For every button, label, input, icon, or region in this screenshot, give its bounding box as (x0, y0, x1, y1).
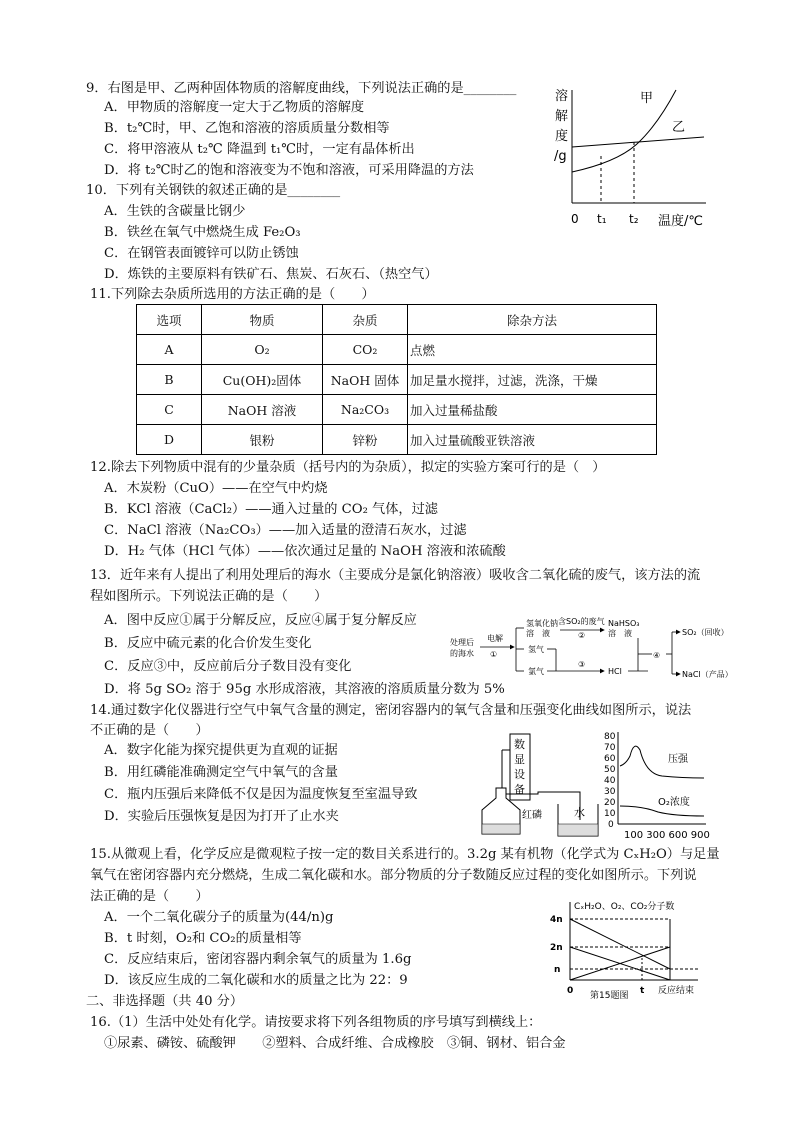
end-label: 反应结束 (658, 986, 695, 996)
flask-water (482, 824, 520, 834)
table-row (137, 425, 657, 455)
table-cell: D (137, 425, 202, 455)
pressure-curve (620, 746, 704, 778)
table-cell: NaOH 溶液 (202, 395, 323, 425)
header-cell: 除杂方法 (408, 305, 657, 335)
header-cell: 物质 (202, 305, 323, 335)
q15-option-a: A．一个二氧化碳分子的质量为(44/n)g (104, 910, 334, 925)
ytick-4n: 4n (550, 915, 563, 925)
table-row (137, 395, 657, 425)
device-label-1: 数 (514, 738, 525, 751)
o2-line (570, 919, 670, 969)
nahso3-line2: 溶 液 (608, 629, 632, 638)
q10-option-d: D．炼铁的主要原料有铁矿石、焦炭、石灰石、（热空气） (104, 267, 438, 282)
curve-yi (572, 137, 704, 147)
q14-stem-line1: 14.通过数字化仪器进行空气中氧气含量的测定，密闭容器内的氧气含量和压强变化曲线如图所示，说法 (90, 703, 692, 718)
t-label: t (640, 986, 645, 996)
naoh-line1: 氢氧化钠 (526, 619, 558, 628)
origin-label: 0 (571, 212, 579, 226)
table-header-row (137, 305, 657, 335)
table-cell: 加足量水搅拌，过滤，洗涤，干燥 (408, 365, 657, 395)
q9-solubility-figure (548, 80, 718, 232)
table-cell: 银粉 (202, 425, 323, 455)
q11-stem: 11.下列除去杂质所选用的方法正确的是（ ） (90, 287, 375, 302)
ytick-60: 60 (604, 754, 616, 764)
step4-label: ④ (653, 651, 661, 660)
q14-option-b: B．用红磷能准确测定空气中氧气的含量 (104, 765, 338, 780)
t2-label: t₂ (629, 212, 639, 226)
q14-option-c: C．瓶内压强后来降低不仅是因为温度恢复至室温导致 (104, 787, 418, 802)
q14-stem-line2: 不正确的是（ ） (90, 723, 209, 738)
q13-option-c: C．反应③中，反应前后分子数目没有变化 (104, 659, 352, 674)
q9-option-d: D．将 t₂℃时乙的饱和溶液变为不饱和溶液，可采用降温的方法 (104, 163, 474, 178)
q14-option-a: A．数字化能为探究提供更为直观的证据 (104, 743, 338, 758)
q12-option-d: D．H₂ 气体（HCl 气体）——依次通过足量的 NaOH 溶液和浓硫酸 (104, 544, 506, 559)
o2-label: O₂浓度 (658, 797, 690, 808)
q15-stem-line1: 15.从微观上看，化学反应是微观粒子按一定的数目关系进行的。3.2g 某有机物（化学式为 CₓH₂O）与足量 (90, 847, 720, 862)
step3-label: ③ (578, 660, 586, 669)
table-cell: Na₂CO₃ (323, 395, 408, 425)
q14-curve-figure (602, 730, 710, 842)
so2-out-label: SO₂（回收） (682, 628, 729, 637)
q9-option-a: A．甲物质的溶解度一定大于乙物质的溶解度 (104, 100, 365, 115)
q13-option-a: A．图中反应①属于分解反应，反应④属于复分解反应 (104, 613, 417, 628)
header-cell: 杂质 (323, 305, 408, 335)
h2-label: 氢气 (528, 645, 544, 654)
q14-option-d: D．实验后压强恢复是因为打开了止水夹 (104, 809, 339, 824)
ytick-10: 10 (604, 809, 616, 819)
ylabel-4: /g (554, 149, 567, 164)
ytick-2n: 2n (550, 943, 563, 953)
q12-option-b: B．KCl 溶液（CaCl₂）——通入过量的 CO₂ 气体，过滤 (104, 502, 438, 517)
q16-stem: 16.（1）生活中处处有化学。请按要求将下列各组物质的序号填写到横线上： (90, 1015, 542, 1030)
table-cell: NaOH 固体 (323, 365, 408, 395)
q13-option-d: D．将 5g SO₂ 溶于 95g 水形成溶液，其溶液的溶质质量分数为 5% (104, 682, 505, 697)
water-label: 水 (574, 806, 585, 819)
pressure-label: 压强 (668, 754, 688, 765)
t1-label: t₁ (597, 212, 607, 226)
q15-stem-line3: 法正确的是（ ） (90, 889, 209, 904)
xlabel: 温度/℃ (658, 214, 703, 229)
q13-stem-line1: 13．近年来有人提出了利用处理后的海水（主要成分是氯化钠溶液）吸收含二氧化硫的废气，该方法的流 (90, 568, 701, 583)
table-row (137, 365, 657, 395)
q13-option-b: B．反应中硫元素的化合价发生变化 (104, 636, 312, 651)
origin-label: 0 (567, 986, 574, 996)
ytick-n: n (554, 965, 561, 975)
label-yi: 乙 (672, 120, 686, 135)
q15-molecule-figure (548, 898, 718, 1000)
table-cell: 点燃 (408, 335, 657, 365)
device-label-4: 备 (514, 783, 525, 796)
step2-label: ② (578, 631, 586, 640)
q9-option-c: C．将甲溶液从 t₂℃ 降温到 t₁℃时，一定有晶体析出 (104, 142, 415, 157)
ytick-0: 0 (608, 820, 614, 830)
q10-stem: 10．下列有关钢铁的叙述正确的是________ (86, 183, 341, 198)
phosphorus-label: 红磷 (522, 810, 542, 821)
source-line1: 处理后 (450, 638, 474, 647)
nahso3-line1: NaHSO₃ (608, 619, 640, 628)
q12-option-c: C．NaCl 溶液（Na₂CO₃）——加入适量的澄清石灰水，过滤 (104, 523, 467, 538)
header-cell: 选项 (137, 305, 202, 335)
label-jia: 甲 (640, 91, 654, 106)
ylabel-3: 度 (555, 129, 569, 144)
q15-stem-line2: 氧气在密闭容器内充分燃烧，生成二氧化碳和水。部分物质的分子数随反应过程的变化如图所示。下列说 (90, 868, 697, 883)
curve-jia (572, 90, 676, 172)
xtick-labels: 100 300 600 900 (624, 830, 710, 841)
nacl-out-label: NaCl（产品） (682, 670, 733, 679)
table-cell: B (137, 365, 202, 395)
table-row (137, 335, 657, 365)
q15-option-c: C．反应结束后，密闭容器内剩余氧气的质量为 1.6g (104, 952, 412, 967)
beaker-water (558, 824, 598, 836)
q13-stem-line2: 程如图所示。下列说法正确的是（ ） (90, 589, 328, 604)
q12-stem: 12.除去下列物质中混有的少量杂质（括号内的为杂质），拟定的实验方案可行的是（ ） (90, 460, 606, 475)
q9-stem: 9．右图是甲、乙两种固体物质的溶解度曲线，下列说法正确的是________ (86, 81, 517, 96)
ytick-40: 40 (604, 776, 616, 786)
ytick-80: 80 (604, 732, 616, 742)
q16-groups: ①尿素、磷铵、硫酸钾 ②塑料、合成纤维、合成橡胶 ③铜、钢材、铝合金 (104, 1036, 566, 1051)
table-cell: C (137, 395, 202, 425)
table-cell: O₂ (202, 335, 323, 365)
ylabel-1: 溶 (555, 89, 569, 104)
table-cell: A (137, 335, 202, 365)
q9-option-b: B．t₂℃时，甲、乙饱和溶液的溶质质量分数相等 (104, 121, 390, 136)
q13-flow-diagram (448, 616, 733, 680)
q10-option-c: C．在钢管表面镀锌可以防止锈蚀 (104, 246, 299, 261)
table-cell: 加入过量稀盐酸 (408, 395, 657, 425)
q15-option-b: B．t 时刻，O₂和 CO₂的质量相等 (104, 931, 302, 946)
table-cell: 锌粉 (323, 425, 408, 455)
ytick-50: 50 (604, 765, 616, 775)
device-label-2: 显 (514, 753, 525, 766)
source-line2: 的海水 (450, 649, 474, 658)
q15-option-d: D．该反应生成的二氧化碳和水的质量之比为 22：9 (104, 973, 408, 988)
step1-label: ① (490, 650, 498, 659)
table-cell: CO₂ (323, 335, 408, 365)
q10-option-b: B．铁丝在氧气中燃烧生成 Fe₂O₃ (104, 225, 301, 240)
table-cell: Cu(OH)₂固体 (202, 365, 323, 395)
ytick-20: 20 (604, 798, 616, 808)
naoh-line2: 溶 液 (526, 629, 550, 638)
electrolysis-label: 电解 (487, 634, 503, 643)
so2-gas-label: 含SO₂的废气 (558, 617, 605, 626)
ylabel: CₓH₂O、O₂、CO₂分子数 (574, 902, 675, 912)
figure-caption: 第15题图 (590, 991, 629, 1001)
section-title: 二、非选择题（共 40 分） (86, 994, 244, 1009)
table-cell: 加入过量硫酸亚铁溶液 (408, 425, 657, 455)
ytick-70: 70 (604, 743, 616, 753)
q11-table (136, 304, 657, 455)
ytick-30: 30 (604, 787, 616, 797)
cl2-label: 氯气 (528, 667, 544, 676)
device-label-3: 设 (514, 768, 525, 781)
q12-option-a: A．木炭粉（CuO）——在空气中灼烧 (104, 481, 328, 496)
ylabel-2: 解 (555, 109, 569, 124)
q10-option-a: A．生铁的含碳量比钢少 (104, 204, 246, 219)
hcl-label: HCl (608, 667, 622, 676)
q14-apparatus-figure (466, 732, 602, 842)
